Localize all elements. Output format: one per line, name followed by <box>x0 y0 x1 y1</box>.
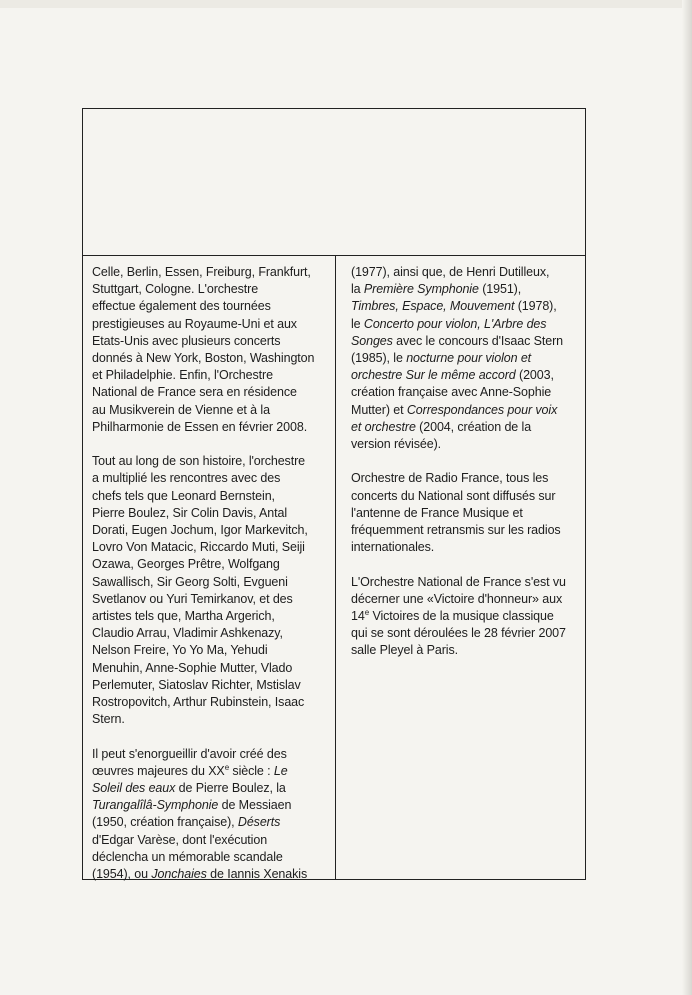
text-line: donnés à New York, Boston, Washington <box>92 351 315 366</box>
text-line: version révisée). <box>351 437 441 452</box>
text-line: déclencha un mémorable scandale <box>92 849 283 864</box>
text-line: artistes tels que, Martha Argerich, <box>92 609 275 624</box>
header-divider <box>82 255 586 256</box>
work-title: Soleil des eaux <box>92 781 176 796</box>
text-run: (1951), <box>478 282 522 297</box>
text-line: et Philadelphie. Enfin, l'Orchestre <box>92 368 273 383</box>
work-title: orchestre Sur le même accord <box>351 368 516 383</box>
text-line: concerts du National sont diffusés sur <box>351 488 556 503</box>
text-line: décerner une «Victoire d'honneur» aux <box>351 591 563 606</box>
paragraph-dutilleux <box>351 264 587 453</box>
page-right-edge <box>682 0 692 995</box>
text-run: (1954), ou <box>92 867 152 882</box>
superscript: e <box>364 608 370 618</box>
work-title: Timbres, Espace, Mouvement <box>351 299 515 314</box>
text-line: Rostropovitch, Arthur Rubinstein, Isaac <box>92 695 305 710</box>
text-run: de Iannis Xenakis <box>206 867 308 882</box>
text-line <box>92 763 332 780</box>
text-line: Perlemuter, Siatoslav Richter, Mstislav <box>92 677 301 692</box>
left-column <box>92 264 332 900</box>
text-line: d'Edgar Varèse, dont l'exécution <box>92 832 268 847</box>
text-line <box>92 814 332 831</box>
text-line <box>351 402 587 419</box>
paragraph-radio <box>351 470 587 556</box>
text-line: Philharmonie de Essen en février 2008. <box>92 419 308 434</box>
superscript: e <box>224 762 230 772</box>
work-title: et orchestre <box>351 419 416 434</box>
text-line: Stern. <box>92 712 125 727</box>
text-line: Pierre Boulez, Sir Colin Davis, Antal <box>92 505 287 520</box>
paragraph-victoires <box>351 574 587 660</box>
text-line: Menuhin, Anne-Sophie Mutter, Vlado <box>92 660 293 675</box>
text-line <box>351 316 587 333</box>
text-line <box>92 797 332 814</box>
page-top-edge <box>0 0 692 8</box>
text-line: Lovro Von Matacic, Riccardo Muti, Seiji <box>92 540 305 555</box>
text-run: 14 <box>351 609 365 624</box>
text-line: Orchestre de Radio France, tous les <box>351 471 549 486</box>
text-line: Celle, Berlin, Essen, Freiburg, Frankfurt, <box>92 265 311 279</box>
work-title: nocturne pour violon et <box>406 351 532 366</box>
text-line: au Musikverein de Vienne et à la <box>92 402 270 417</box>
paragraph-conductors <box>92 453 332 728</box>
text-line: prestigieuses au Royaume-Uni et aux <box>92 316 297 331</box>
text-run: Mutter) et <box>351 402 407 417</box>
text-line <box>92 866 332 883</box>
text-run: siècle : <box>229 763 274 778</box>
text-run: œuvres majeures du XX <box>92 763 225 778</box>
text-line <box>351 333 587 350</box>
text-run: la <box>351 282 364 297</box>
text-run: de Messiaen <box>218 798 292 813</box>
text-line: L'Orchestre National de France s'est vu <box>351 574 566 589</box>
text-run: (1950, création française), <box>92 815 238 830</box>
text-line: salle Pleyel à Paris. <box>351 643 458 658</box>
text-line <box>351 367 587 384</box>
text-line <box>351 298 587 315</box>
text-line: Etats-Unis avec plusieurs concerts <box>92 333 281 348</box>
text-line: Tout au long de son histoire, l'orchestre <box>92 454 305 469</box>
work-title: Le <box>273 763 288 778</box>
text-line: Stuttgart, Cologne. L'orchestre <box>92 282 259 297</box>
text-line: Claudio Arrau, Vladimir Ashkenazy, <box>92 626 283 641</box>
text-run: (2003, <box>515 368 554 383</box>
text-run: (1985), le <box>351 351 407 366</box>
work-title: Jonchaies <box>151 867 207 882</box>
text-line: Sawallisch, Sir Georg Solti, Evgueni <box>92 574 288 589</box>
text-line: qui se sont déroulées le 28 février 2007 <box>351 626 566 641</box>
text-line: Il peut s'enorgueillir d'avoir créé des <box>92 746 287 761</box>
text-line: Dorati, Eugen Jochum, Igor Markevitch, <box>92 523 308 538</box>
right-column <box>351 264 587 677</box>
text-line: chefs tels que Leonard Bernstein, <box>92 488 275 503</box>
text-run: de Pierre Boulez, la <box>175 781 286 796</box>
text-run: avec le concours d'Isaac Stern <box>392 333 564 348</box>
text-line: l'antenne de France Musique et <box>351 505 523 520</box>
text-line: National de France sera en résidence <box>92 385 297 400</box>
text-line: fréquemment retransmis sur les radios <box>351 523 561 538</box>
text-line: création française avec Anne-Sophie <box>351 385 552 400</box>
text-line: Svetlanov ou Yuri Temirkanov, et des <box>92 591 293 606</box>
work-title: Correspondances pour voix <box>406 402 558 417</box>
column-divider <box>335 255 336 880</box>
text-line <box>351 608 587 625</box>
paragraph-tours <box>92 264 332 436</box>
text-line <box>92 780 332 797</box>
text-line: Ozawa, Georges Prêtre, Wolfgang <box>92 557 280 572</box>
work-title: Turangalîlâ-Symphonie <box>92 798 219 813</box>
text-line <box>351 281 587 298</box>
text-line: (1977), ainsi que, de Henri Dutilleux, <box>351 265 550 279</box>
text-line <box>351 419 587 436</box>
paragraph-premieres <box>92 746 332 884</box>
text-line <box>351 350 587 367</box>
work-title: Première Symphonie <box>363 282 479 297</box>
text-line: Nelson Freire, Yo Yo Ma, Yehudi <box>92 643 268 658</box>
text-line: a multiplié les rencontres avec des <box>92 471 281 486</box>
work-title: Songes <box>351 333 393 348</box>
work-title: Concerto pour violon, L'Arbre des <box>363 316 547 331</box>
work-title: Déserts <box>237 815 281 830</box>
text-run: le <box>351 316 364 331</box>
text-run: (1978), <box>514 299 557 314</box>
text-run: (2004, création de la <box>415 419 532 434</box>
text-run: Victoires de la musique classique <box>369 609 554 624</box>
text-line: effectue également des tournées <box>92 299 271 314</box>
text-line: internationales. <box>351 540 435 555</box>
